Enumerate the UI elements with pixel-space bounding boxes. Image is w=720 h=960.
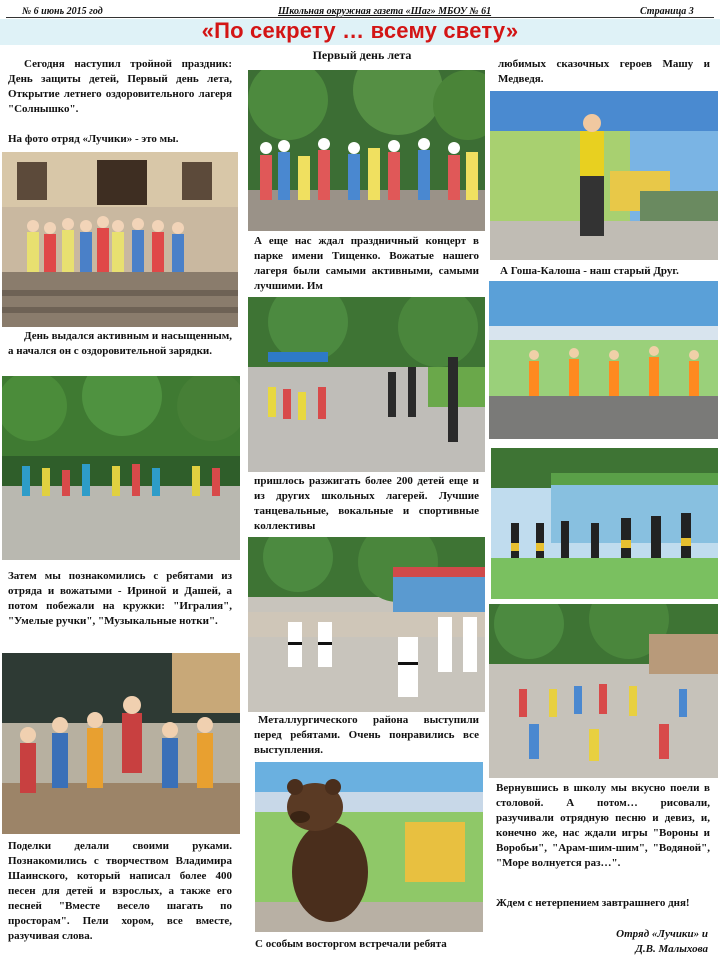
page-title: «По секрету … всему свету» <box>201 18 519 43</box>
signature-author: Д.В. Малыхова <box>635 943 708 955</box>
photo-counselors-dancing <box>248 297 485 472</box>
col3-paragraph-tomorrow: Ждем с нетерпением завтрашнего дня! <box>496 897 690 909</box>
newspaper-name: Школьная окружная газета «Шаг» МБОУ № 61 <box>278 6 492 17</box>
photo-karate-performance <box>248 537 485 712</box>
photo-circle-games <box>489 604 718 778</box>
caption-gosha: А Гоша-Калоша - наш старый Друг. <box>500 265 679 277</box>
issue-label: № 6 июнь 2015 год <box>22 6 103 17</box>
col2-paragraph-camps: пришлось разжигать более 200 детей еще и из других школьных лагерей. Лучшие танцевальные, вокальные и спортивные коллективы <box>254 475 479 532</box>
col2-paragraph-heroes: С особым восторгом встречали ребята <box>255 938 447 950</box>
photo-concert-crowd <box>248 70 485 231</box>
col2-paragraph-metallurgical: Металлургического района выступили перед ребятами. Очень понравились все выступления. <box>254 714 479 756</box>
article-subtitle: Первый день лета <box>312 48 412 62</box>
photo-gosha-kalosha <box>490 91 718 260</box>
photo-stage-group <box>491 448 718 599</box>
col2-paragraph-concert: А еще нас ждал праздничный концерт в парке имени Тищенко. Вожатые нашего лагеря были самыми активными, самыми лучшими. Им <box>254 235 479 292</box>
col1-paragraph-songs: Поделки делали своими руками. Познакомились с творчеством Владимира Шаинского, который написал более 400 песен для детей и взрослых, а также его песней "Вместе весело шагать по просторам". Пели хором, все вместе, разучивая слова. <box>8 840 232 942</box>
signature-squad: Отряд «Лучики» и <box>616 928 708 940</box>
col1-photo-note: На фото отряд «Лучики» - это мы. <box>8 133 179 145</box>
photo-bear-mascot <box>255 762 483 932</box>
page-number: Страница 3 <box>640 6 694 17</box>
col1-paragraph-exercise: День выдался активным и насыщенным, а начался он с оздоровительной зарядки. <box>8 330 232 357</box>
col1-paragraph-clubs: Затем мы познакомились с ребятами из отряда и вожатыми - Ириной и Дашей, а потом побежали на кружки: "Игралия", "Умелые ручки", "Музыкальные нотки". <box>8 570 232 627</box>
photo-crafts-classroom <box>2 653 240 834</box>
col3-paragraph-return: Вернувшись в школу мы вкусно поели в столовой. А потом… рисовали, разучивали отрядную песню и девиз, и, конечно же, нас ждали игры "Вороны и Воробьи", "Арам-шим-шим", "Водяной", "Море волнуется раз…". <box>496 782 710 869</box>
col1-paragraph-intro: Сегодня наступил тройной праздник: День защиты детей, Первый день лета, Открытие летнего оздоровительного лагеря "Солнышко". <box>8 58 232 115</box>
col3-paragraph-masha: любимых сказочных героев Машу и Медведя. <box>498 58 710 85</box>
photo-stage-dancers <box>489 281 718 439</box>
photo-squad-on-steps <box>2 152 238 327</box>
photo-morning-exercise <box>2 376 240 560</box>
